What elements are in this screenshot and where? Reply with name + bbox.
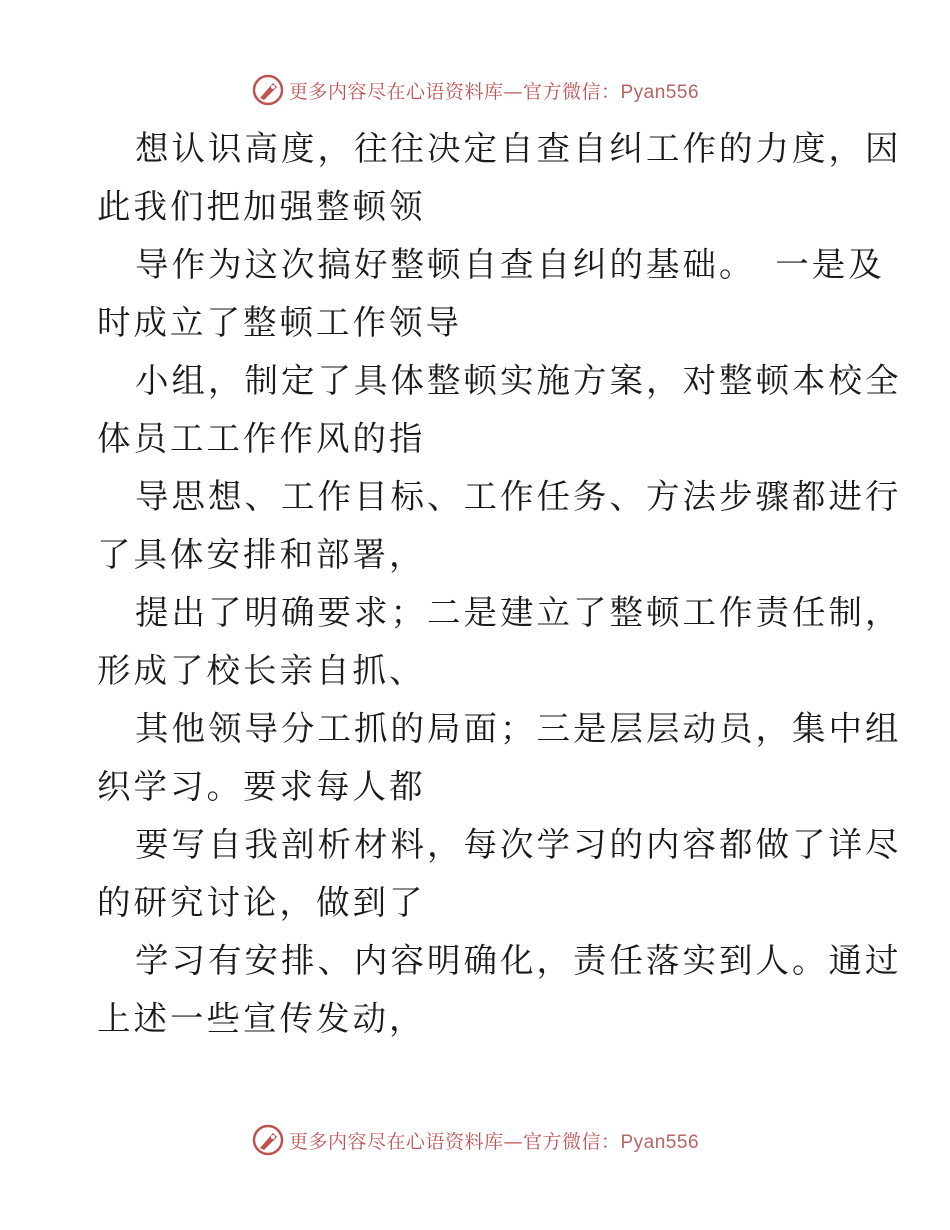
text-line: 导思想、工作目标、工作任务、方法步骤都进行 (135, 477, 902, 516)
text-line: 时成立了整顿工作领导 (97, 303, 462, 342)
header-watermark (0, 70, 950, 110)
text-line: 体员工工作作风的指 (97, 419, 426, 458)
pen-nib-icon (251, 1123, 285, 1157)
text-line: 其他领导分工抓的局面；三是层层动员，集中组 (135, 709, 902, 748)
text-line: 要写自我剖析材料，每次学习的内容都做了详尽 (135, 825, 902, 864)
text-line: 上述一些宣传发动， (97, 999, 426, 1038)
text-line: 导作为这次搞好整顿自查自纠的基础。 一是及 (135, 245, 885, 284)
watermark-text: 更多内容尽在心语资料库—官方微信：Pyan556 (288, 80, 700, 103)
text-line: 想认识高度，往往决定自查自纠工作的力度，因 (135, 129, 902, 168)
footer-watermark (0, 1120, 950, 1160)
watermark-text: 更多内容尽在心语资料库—官方微信：Pyan556 (288, 1130, 700, 1153)
text-line: 的研究讨论，做到了 (97, 883, 426, 922)
text-line: 小组，制定了具体整顿实施方案，对整顿本校全 (135, 361, 902, 400)
text-line: 了具体安排和部署， (97, 535, 426, 574)
text-line: 此我们把加强整顿领 (97, 187, 426, 226)
text-line: 提出了明确要求；二是建立了整顿工作责任制， (135, 593, 902, 632)
pen-nib-icon (251, 73, 285, 107)
wechat-id: Pyan556 (620, 1131, 700, 1153)
wechat-id: Pyan556 (620, 81, 700, 103)
document-body (97, 120, 902, 1048)
text-line: 形成了校长亲自抓、 (97, 651, 426, 690)
text-line: 织学习。要求每人都 (97, 767, 426, 806)
text-line: 学习有安排、内容明确化，责任落实到人。通过 (135, 941, 902, 980)
